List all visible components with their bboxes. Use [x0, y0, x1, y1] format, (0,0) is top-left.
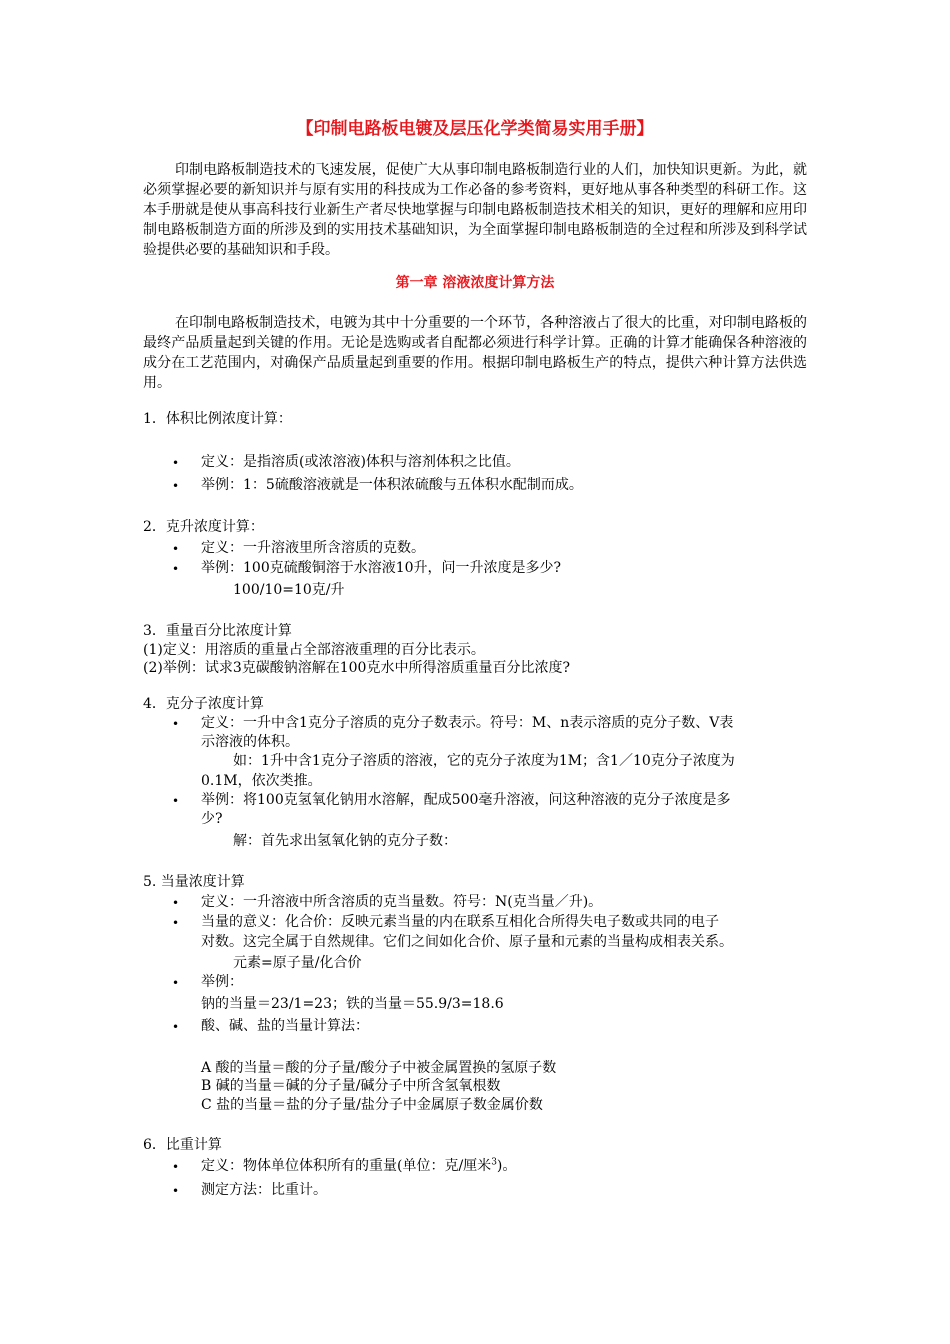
section-2-example: 举例：100克硫酸铜溶于水溶液10升，问一升浓度是多少? — [201, 560, 562, 576]
bullet-icon: • — [172, 976, 180, 990]
section-6-definition-end: )。 — [496, 1158, 517, 1174]
bullet-icon: • — [172, 456, 180, 470]
superscript: 3 — [491, 1157, 497, 1168]
section-4-solution: 解：首先求出氢氧化钠的克分子数： — [233, 833, 457, 849]
bullet-icon: • — [172, 562, 180, 576]
section-3-heading: 3．重量百分比浓度计算 — [143, 623, 292, 639]
section-4-note-line-1: 如：1升中含1克分子溶质的溶液，它的克分子浓度为1M；含1／10克分子浓度为 — [233, 753, 735, 769]
section-1-definition: 定义：是指溶质(或浓溶液)体积与溶剂体积之比值。 — [201, 454, 520, 470]
section-5-method: 酸、碱、盐的当量计算法： — [201, 1018, 369, 1034]
section-5-example-calculation: 钠的当量＝23/1=23；铁的当量＝55.9/3=18.6 — [201, 996, 504, 1012]
bullet-icon: • — [172, 896, 180, 910]
chapter-intro-paragraph: 在印制电路板制造技术，电镀为其中十分重要的一个环节，各种溶液占了很大的比重，对印制电路板的最终产品质量起到关键的作用。无论是选购或者自配都必须进行科学计算。正确的计算才能确保各种溶液的成分在工艺范围内，对确保产品质量起到重要的作用。根据印制电路板生产的特点，提供六种计算方法供选用。 — [143, 315, 807, 391]
section-2-heading: 2．克升浓度计算： — [143, 519, 264, 535]
section-6-definition — [201, 1156, 807, 1176]
section-5-definition: 定义：一升溶液中所含溶质的克当量数。符号：N(克当量／升)。 — [201, 894, 603, 910]
section-6-method: 测定方法：比重计。 — [201, 1182, 327, 1198]
document-title: 【印制电路板电镀及层压化学类简易实用手册】 — [296, 119, 654, 139]
bullet-icon: • — [172, 1020, 180, 1034]
chapter-title: 第一章 溶液浓度计算方法 — [395, 275, 555, 291]
bullet-icon: • — [172, 479, 180, 493]
bullet-icon: • — [172, 794, 180, 808]
section-4-definition-line-2: 示溶液的体积。 — [201, 734, 299, 750]
section-5-meaning-line-1: 当量的意义：化合价：反映元素当量的内在联系互相化合所得失电子数或共同的电子 — [201, 914, 719, 930]
section-4-example-line-1: 举例：将100克氢氧化钠用水溶解，配成500毫升溶液，问这种溶液的克分子浓度是多 — [201, 792, 731, 808]
section-5-meaning-line-2: 对数。这完全属于自然规律。它们之间如化合价、原子量和元素的当量构成相表关系。 — [201, 934, 733, 950]
bullet-icon: • — [172, 1160, 180, 1174]
section-2-calculation: 100/10=10克/升 — [233, 582, 345, 598]
intro-paragraph: 印制电路板制造技术的飞速发展，促使广大从事印制电路板制造行业的人们，加快知识更新。为此，就必须掌握必要的新知识并与原有实用的科技成为工作必备的参考资料，更好地从事各种类型的科研工作。这本手册就是使从事高科技行业新生产者尽快地掌握与印制电路板制造技术相关的知识，更好的理解和应用印制电路板制造方面的所涉及到的实用技术基础知识，为全面掌握印制电路板制造的全过程和所涉及到科学试验提供必要的基础知识和手段。 — [143, 162, 807, 258]
section-4-note-line-2: 0.1M，依次类推。 — [201, 773, 322, 789]
section-6-heading: 6．比重计算 — [143, 1137, 222, 1153]
section-3-example: (2)举例：试求3克碳酸钠溶解在100克水中所得溶质重量百分比浓度? — [143, 660, 570, 676]
list-item: C 盐的当量＝盐的分子量/盐分子中金属原子数金属价数 — [201, 1097, 543, 1113]
section-4-definition-line-1: 定义：一升中含1克分子溶质的克分子数表示。符号：M、n表示溶质的克分子数、V表 — [201, 715, 734, 731]
bullet-icon: • — [172, 1184, 180, 1198]
list-item: A 酸的当量＝酸的分子量/酸分子中被金属置换的氢原子数 — [201, 1060, 557, 1076]
section-1-example: 举例：1：5硫酸溶液就是一体积浓硫酸与五体积水配制而成。 — [201, 477, 583, 493]
section-5-heading: 5. 当量浓度计算 — [143, 874, 245, 890]
section-5-example: 举例： — [201, 974, 243, 990]
section-2-definition: 定义：一升溶液里所含溶质的克数。 — [201, 540, 425, 556]
bullet-icon: • — [172, 916, 180, 930]
section-6-definition-text: 定义：物体单位体积所有的重量(单位：克/厘米 — [201, 1158, 492, 1174]
list-item: B 碱的当量＝碱的分子量/碱分子中所含氢氧根数 — [201, 1078, 501, 1094]
section-4-heading: 4．克分子浓度计算 — [143, 696, 264, 712]
bullet-icon: • — [172, 542, 180, 556]
section-3-definition: (1)定义：用溶质的重量占全部溶液重理的百分比表示。 — [143, 642, 485, 658]
section-1-heading: 1．体积比例浓度计算： — [143, 411, 292, 427]
bullet-icon: • — [172, 717, 180, 731]
section-4-example-line-2: 少? — [201, 811, 223, 827]
section-5-formula: 元素=原子量/化合价 — [233, 955, 362, 971]
